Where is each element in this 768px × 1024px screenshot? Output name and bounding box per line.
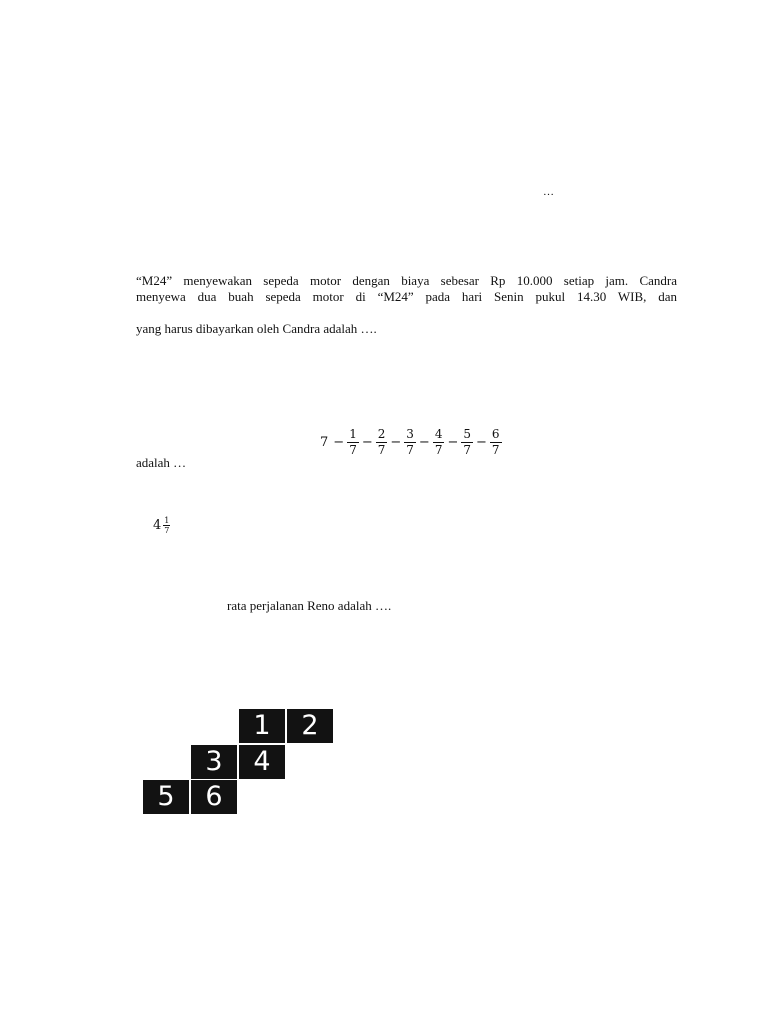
fraction bbox=[433, 427, 445, 458]
net-tile-4: 4 bbox=[239, 745, 285, 779]
fraction-numerator: 6 bbox=[491, 426, 500, 441]
fraction-numerator: 1 bbox=[349, 426, 357, 441]
fraction-denominator: 7 bbox=[406, 442, 414, 457]
answer-option-mixed-number bbox=[153, 516, 171, 535]
fraction-numerator: 2 bbox=[377, 426, 386, 441]
rental-problem-line-3: yang harus dibayarkan oleh Candra adalah …. bbox=[136, 321, 377, 336]
net-tile-1: 1 bbox=[239, 709, 285, 743]
top-ellipsis: … bbox=[543, 186, 555, 198]
fraction bbox=[461, 427, 473, 458]
mixed-number-fraction bbox=[163, 516, 170, 535]
expression-whole: 7 bbox=[320, 434, 329, 450]
fraction-expression bbox=[320, 424, 503, 460]
fraction-denominator: 7 bbox=[349, 442, 357, 457]
expression-suffix: adalah … bbox=[136, 455, 187, 470]
minus-sign: − bbox=[476, 434, 487, 450]
fraction-numerator: 3 bbox=[406, 426, 414, 441]
mixed-number-whole: 4 bbox=[153, 518, 162, 533]
travel-problem-fragment: rata perjalanan Reno adalah …. bbox=[227, 598, 392, 613]
net-tile-6: 6 bbox=[191, 780, 237, 814]
fraction-numerator: 1 bbox=[164, 516, 170, 525]
net-tile-3: 3 bbox=[191, 745, 237, 779]
rental-problem-line-1: “M24” menyewakan sepeda motor dengan biaya sebesar Rp 10.000 setiap jam. Candra bbox=[136, 273, 677, 288]
fraction-denominator: 7 bbox=[434, 442, 443, 457]
rental-problem-line-2: menyewa dua buah sepeda motor di “M24” pada hari Senin pukul 14.30 WIB, dan bbox=[136, 289, 677, 304]
minus-sign: − bbox=[447, 434, 459, 450]
fraction bbox=[490, 427, 502, 458]
minus-sign: − bbox=[333, 434, 345, 450]
fraction-denominator: 7 bbox=[377, 442, 386, 457]
minus-sign: − bbox=[418, 434, 430, 450]
minus-sign: − bbox=[361, 434, 373, 450]
fraction-denominator: 7 bbox=[164, 526, 170, 535]
minus-sign: − bbox=[390, 434, 402, 450]
fraction bbox=[404, 427, 416, 458]
fraction-denominator: 7 bbox=[491, 442, 500, 457]
fraction-numerator: 5 bbox=[463, 426, 472, 441]
net-tile-2: 2 bbox=[287, 709, 333, 743]
fraction-denominator: 7 bbox=[463, 442, 472, 457]
fraction bbox=[347, 427, 359, 458]
fraction bbox=[376, 427, 388, 458]
fraction-numerator: 4 bbox=[434, 426, 443, 441]
net-tile-5: 5 bbox=[143, 780, 189, 814]
